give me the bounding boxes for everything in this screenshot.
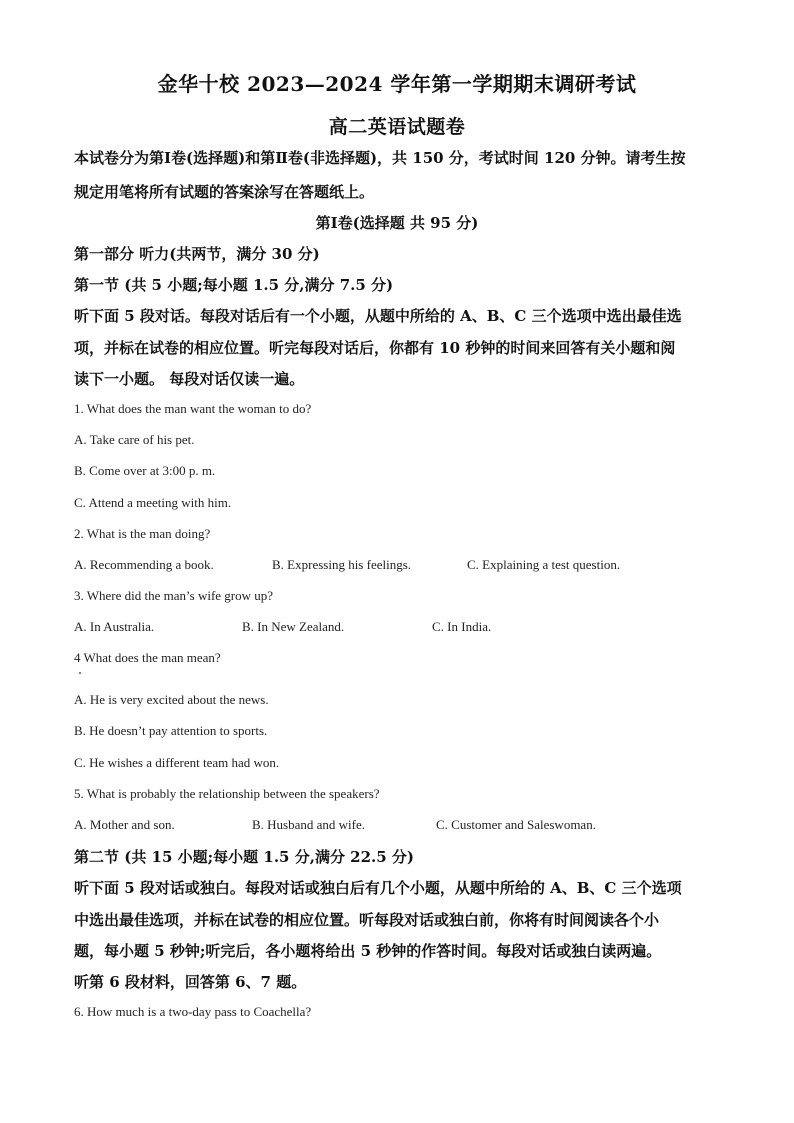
question-stem: 4 What does the man mean?: [74, 650, 221, 665]
question-option: C. Attend a meeting with him.: [74, 495, 232, 510]
part1-heading: 第一部分 听力(共两节，满分 30 分): [74, 245, 320, 263]
section2-instruction-line: 中选出最佳选项，并标在试卷的相应位置。听每段对话或独白前，你将有时间阅读各个小: [74, 911, 660, 929]
question-option: C. Explaining a test question.: [467, 557, 621, 572]
question-option: B. Husband and wife.: [252, 817, 366, 832]
section1-instruction-line: 项，并标在试卷的相应位置。听完每段对话后，你都有 10 秒钟的时间来回答有关小题和阅: [74, 339, 676, 357]
exam-subtitle: 高二英语试题卷: [328, 116, 466, 138]
section1-heading: 第一节 (共 5 小题;每小题 1.5 分,满分 7.5 分): [74, 276, 394, 294]
material-instruction: 听第 6 段材料，回答第 6、7 题。: [74, 973, 307, 991]
question-stem: 6. How much is a two-day pass to Coachella?: [74, 1004, 312, 1019]
question-option: A. He is very excited about the news.: [74, 692, 269, 707]
question-option: A. Recommending a book.: [74, 557, 214, 572]
intro-line-2: 规定用笔将所有试题的答案涂写在答题纸上。: [74, 183, 375, 201]
question-option: A. Mother and son.: [74, 817, 175, 832]
section1-instruction-line: 读下一小题。 每段对话仅读一遍。: [74, 370, 305, 388]
question-option: C. Customer and Saleswoman.: [436, 817, 596, 832]
question-stem: 3. Where did the man’s wife grow up?: [74, 588, 274, 603]
question-option: A. In Australia.: [74, 619, 155, 634]
question-option: B. Come over at 3:00 p. m.: [74, 463, 216, 478]
question-option: B. Expressing his feelings.: [272, 557, 412, 572]
intro-line-1: 本试卷分为第Ⅰ卷(选择题)和第Ⅱ卷(非选择题)，共 150 分，考试时间 120 分钟。请考生按: [74, 149, 686, 167]
question-option: B. In New Zealand.: [242, 619, 345, 634]
question-option: C. He wishes a different team had won.: [74, 755, 280, 770]
exam-title: 金华十校 2023—2024 学年第一学期期末调研考试: [157, 72, 637, 96]
question-stem: 5. What is probably the relationship between the speakers?: [74, 786, 380, 801]
section2-instruction-line: 题，每小题 5 秒钟;听完后，各小题将给出 5 秒钟的作答时间。每段对话或独白读两遍。: [74, 942, 662, 960]
section2-heading: 第二节 (共 15 小题;每小题 1.5 分,满分 22.5 分): [74, 848, 415, 866]
section1-instruction-line: 听下面 5 段对话。每段对话后有一个小题，从题中所给的 A、B、C 三个选项中选出最佳选: [74, 307, 682, 325]
print-speck: [79, 672, 81, 674]
volume1-heading: 第Ⅰ卷(选择题 共 95 分): [315, 214, 479, 232]
question-stem: 1. What does the man want the woman to do?: [74, 401, 312, 416]
question-option: A. Take care of his pet.: [74, 432, 195, 447]
section2-instruction-line: 听下面 5 段对话或独白。每段对话或独白后有几个小题，从题中所给的 A、B、C 三个选项: [74, 879, 682, 897]
question-option: C. In India.: [432, 619, 492, 634]
question-stem: 2. What is the man doing?: [74, 526, 211, 541]
question-option: B. He doesn’t pay attention to sports.: [74, 723, 268, 738]
